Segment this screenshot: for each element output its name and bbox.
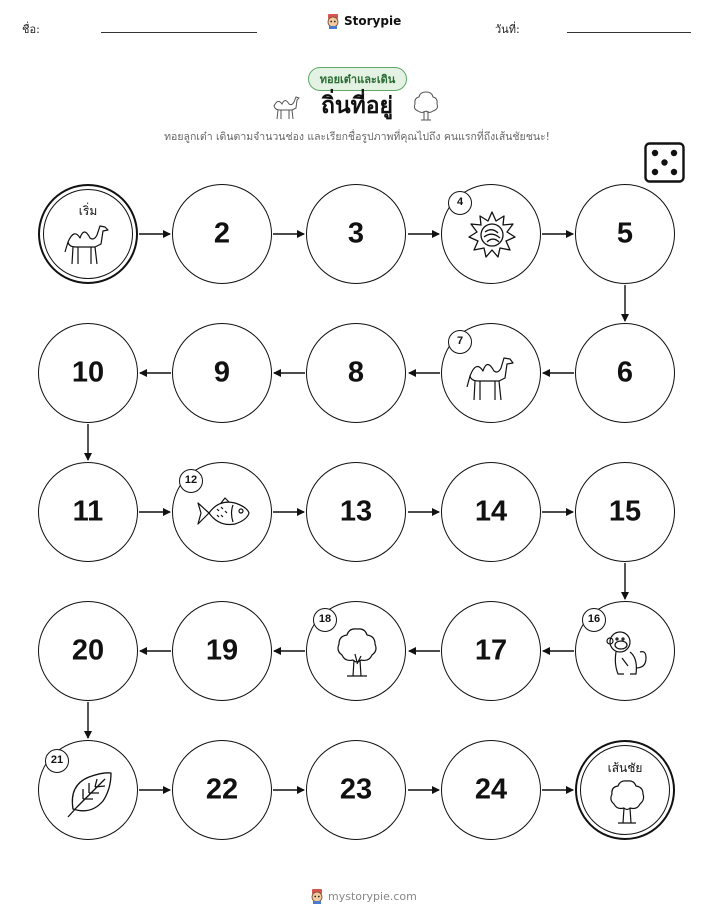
brand-name: Storypie bbox=[344, 14, 402, 28]
board-space-picture bbox=[575, 601, 675, 701]
footer bbox=[310, 888, 417, 904]
board-space bbox=[575, 184, 675, 284]
space-number-tag: 21 bbox=[45, 749, 69, 773]
board-space-picture bbox=[306, 601, 406, 701]
space-number-tag: 12 bbox=[179, 469, 203, 493]
space-number-tag: 4 bbox=[448, 191, 472, 215]
leaf-icon bbox=[65, 769, 115, 819]
camel-icon bbox=[62, 218, 116, 266]
start-label: เริ่ม bbox=[78, 204, 98, 218]
board-space-picture bbox=[172, 462, 272, 562]
space-number: 14 bbox=[474, 495, 508, 528]
space-number: 11 bbox=[72, 495, 104, 528]
space-number: 22 bbox=[205, 773, 239, 806]
page-title: ถิ่นที่อยู่ bbox=[320, 93, 394, 119]
tree-icon bbox=[412, 90, 440, 122]
board-space-finish bbox=[575, 740, 675, 840]
name-label: ชื่อ: bbox=[22, 23, 40, 36]
space-number: 23 bbox=[339, 773, 373, 806]
name-field[interactable] bbox=[101, 32, 257, 33]
board-space bbox=[172, 184, 272, 284]
board-space bbox=[306, 323, 406, 423]
board-space bbox=[306, 184, 406, 284]
camel-icon bbox=[464, 350, 522, 402]
fish-icon bbox=[195, 495, 251, 531]
board-space bbox=[441, 740, 541, 840]
tree-icon bbox=[608, 778, 646, 826]
space-number: 13 bbox=[339, 495, 373, 528]
space-number: 20 bbox=[71, 634, 105, 667]
board-space-picture bbox=[441, 184, 541, 284]
dice-icon bbox=[644, 142, 685, 183]
sun-icon bbox=[467, 210, 517, 260]
space-number: 6 bbox=[616, 356, 634, 389]
monkey-icon bbox=[602, 628, 650, 680]
date-field[interactable] bbox=[567, 32, 691, 33]
board-space bbox=[38, 323, 138, 423]
board-space bbox=[306, 740, 406, 840]
board-space-start bbox=[38, 184, 138, 284]
footer-site-link[interactable]: mystorypie.com bbox=[328, 889, 417, 903]
storypie-mascot-icon bbox=[310, 888, 324, 904]
space-number: 5 bbox=[616, 217, 634, 250]
space-number: 9 bbox=[213, 356, 231, 389]
space-number: 8 bbox=[347, 356, 365, 389]
space-number: 24 bbox=[474, 773, 508, 806]
board-space bbox=[172, 740, 272, 840]
board-space bbox=[172, 601, 272, 701]
board-space bbox=[575, 323, 675, 423]
tree-icon bbox=[335, 626, 379, 680]
space-number-tag: 16 bbox=[582, 608, 606, 632]
camel-icon bbox=[270, 92, 306, 122]
game-type-badge: ทอยเต๋าและเดิน bbox=[308, 67, 407, 91]
space-number: 2 bbox=[213, 217, 231, 250]
finish-label: เส้นชัย bbox=[607, 761, 643, 775]
space-number-tag: 18 bbox=[313, 608, 337, 632]
space-number: 15 bbox=[608, 495, 642, 528]
board-space bbox=[306, 462, 406, 562]
board-space-picture bbox=[441, 323, 541, 423]
brand-logo bbox=[326, 13, 401, 29]
space-number: 17 bbox=[474, 634, 508, 667]
board-space bbox=[575, 462, 675, 562]
board-space-picture bbox=[38, 740, 138, 840]
board-space bbox=[38, 462, 138, 562]
space-number-tag: 7 bbox=[448, 330, 472, 354]
space-number: 10 bbox=[71, 356, 105, 389]
date-label: วันที่: bbox=[495, 23, 520, 36]
board-space bbox=[38, 601, 138, 701]
board-space bbox=[441, 462, 541, 562]
board-space bbox=[172, 323, 272, 423]
space-number: 19 bbox=[205, 634, 239, 667]
board-space bbox=[441, 601, 541, 701]
storypie-mascot-icon bbox=[326, 13, 340, 29]
space-number: 3 bbox=[347, 217, 365, 250]
game-instructions: ทอยลูกเต๋า เดินตามจำนวนช่อง และเรียกชื่อรูปภาพที่คุณไปถึง คนแรกที่ถึงเส้นชัยชนะ! bbox=[164, 131, 550, 143]
